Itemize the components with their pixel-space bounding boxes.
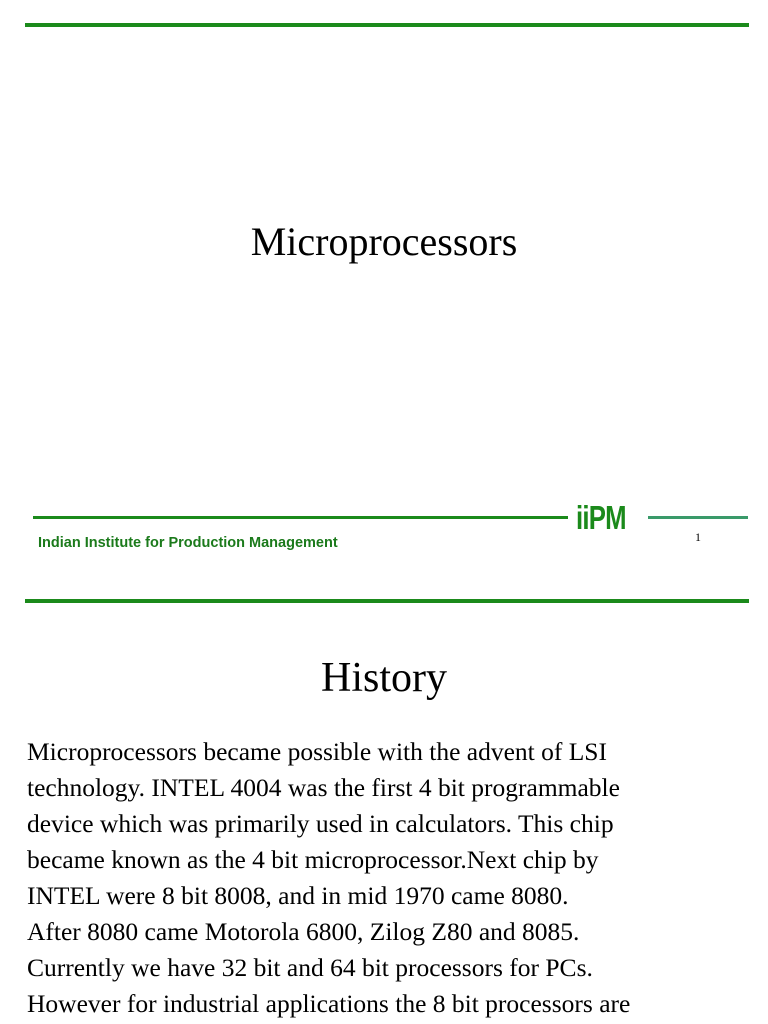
body-line: device which was primarily used in calculators. This chip	[27, 809, 614, 838]
slide-2	[0, 590, 768, 1024]
body-line: Currently we have 32 bit and 64 bit processors for PCs.	[27, 953, 593, 982]
page-number: 1	[695, 530, 701, 544]
slide-2-top-rule	[25, 599, 749, 603]
slide-1-title: Microprocessors	[250, 219, 518, 264]
iipm-logo: iiPM	[576, 499, 626, 536]
body-line: INTEL were 8 bit 8008, and in mid 1970 came 8080.	[27, 881, 569, 910]
body-line: technology. INTEL 4004 was the first 4 bit programmable	[27, 773, 620, 802]
footer-rule-left	[33, 516, 568, 519]
body-line: After 8080 came Motorola 6800, Zilog Z80 and 8085.	[27, 917, 580, 946]
footer-rule-right	[648, 516, 748, 519]
body-line: became known as the 4 bit microprocessor.Next chip by	[27, 845, 599, 874]
slide-2-title: History	[321, 655, 447, 701]
footer-organization: Indian Institute for Production Management	[38, 535, 338, 551]
body-line: However for industrial applications the 8 bit processors are	[27, 989, 631, 1018]
body-line: Microprocessors became possible with the advent of LSI	[27, 737, 607, 766]
slide-2-body	[27, 734, 762, 1022]
slide-1-top-rule	[25, 23, 749, 27]
